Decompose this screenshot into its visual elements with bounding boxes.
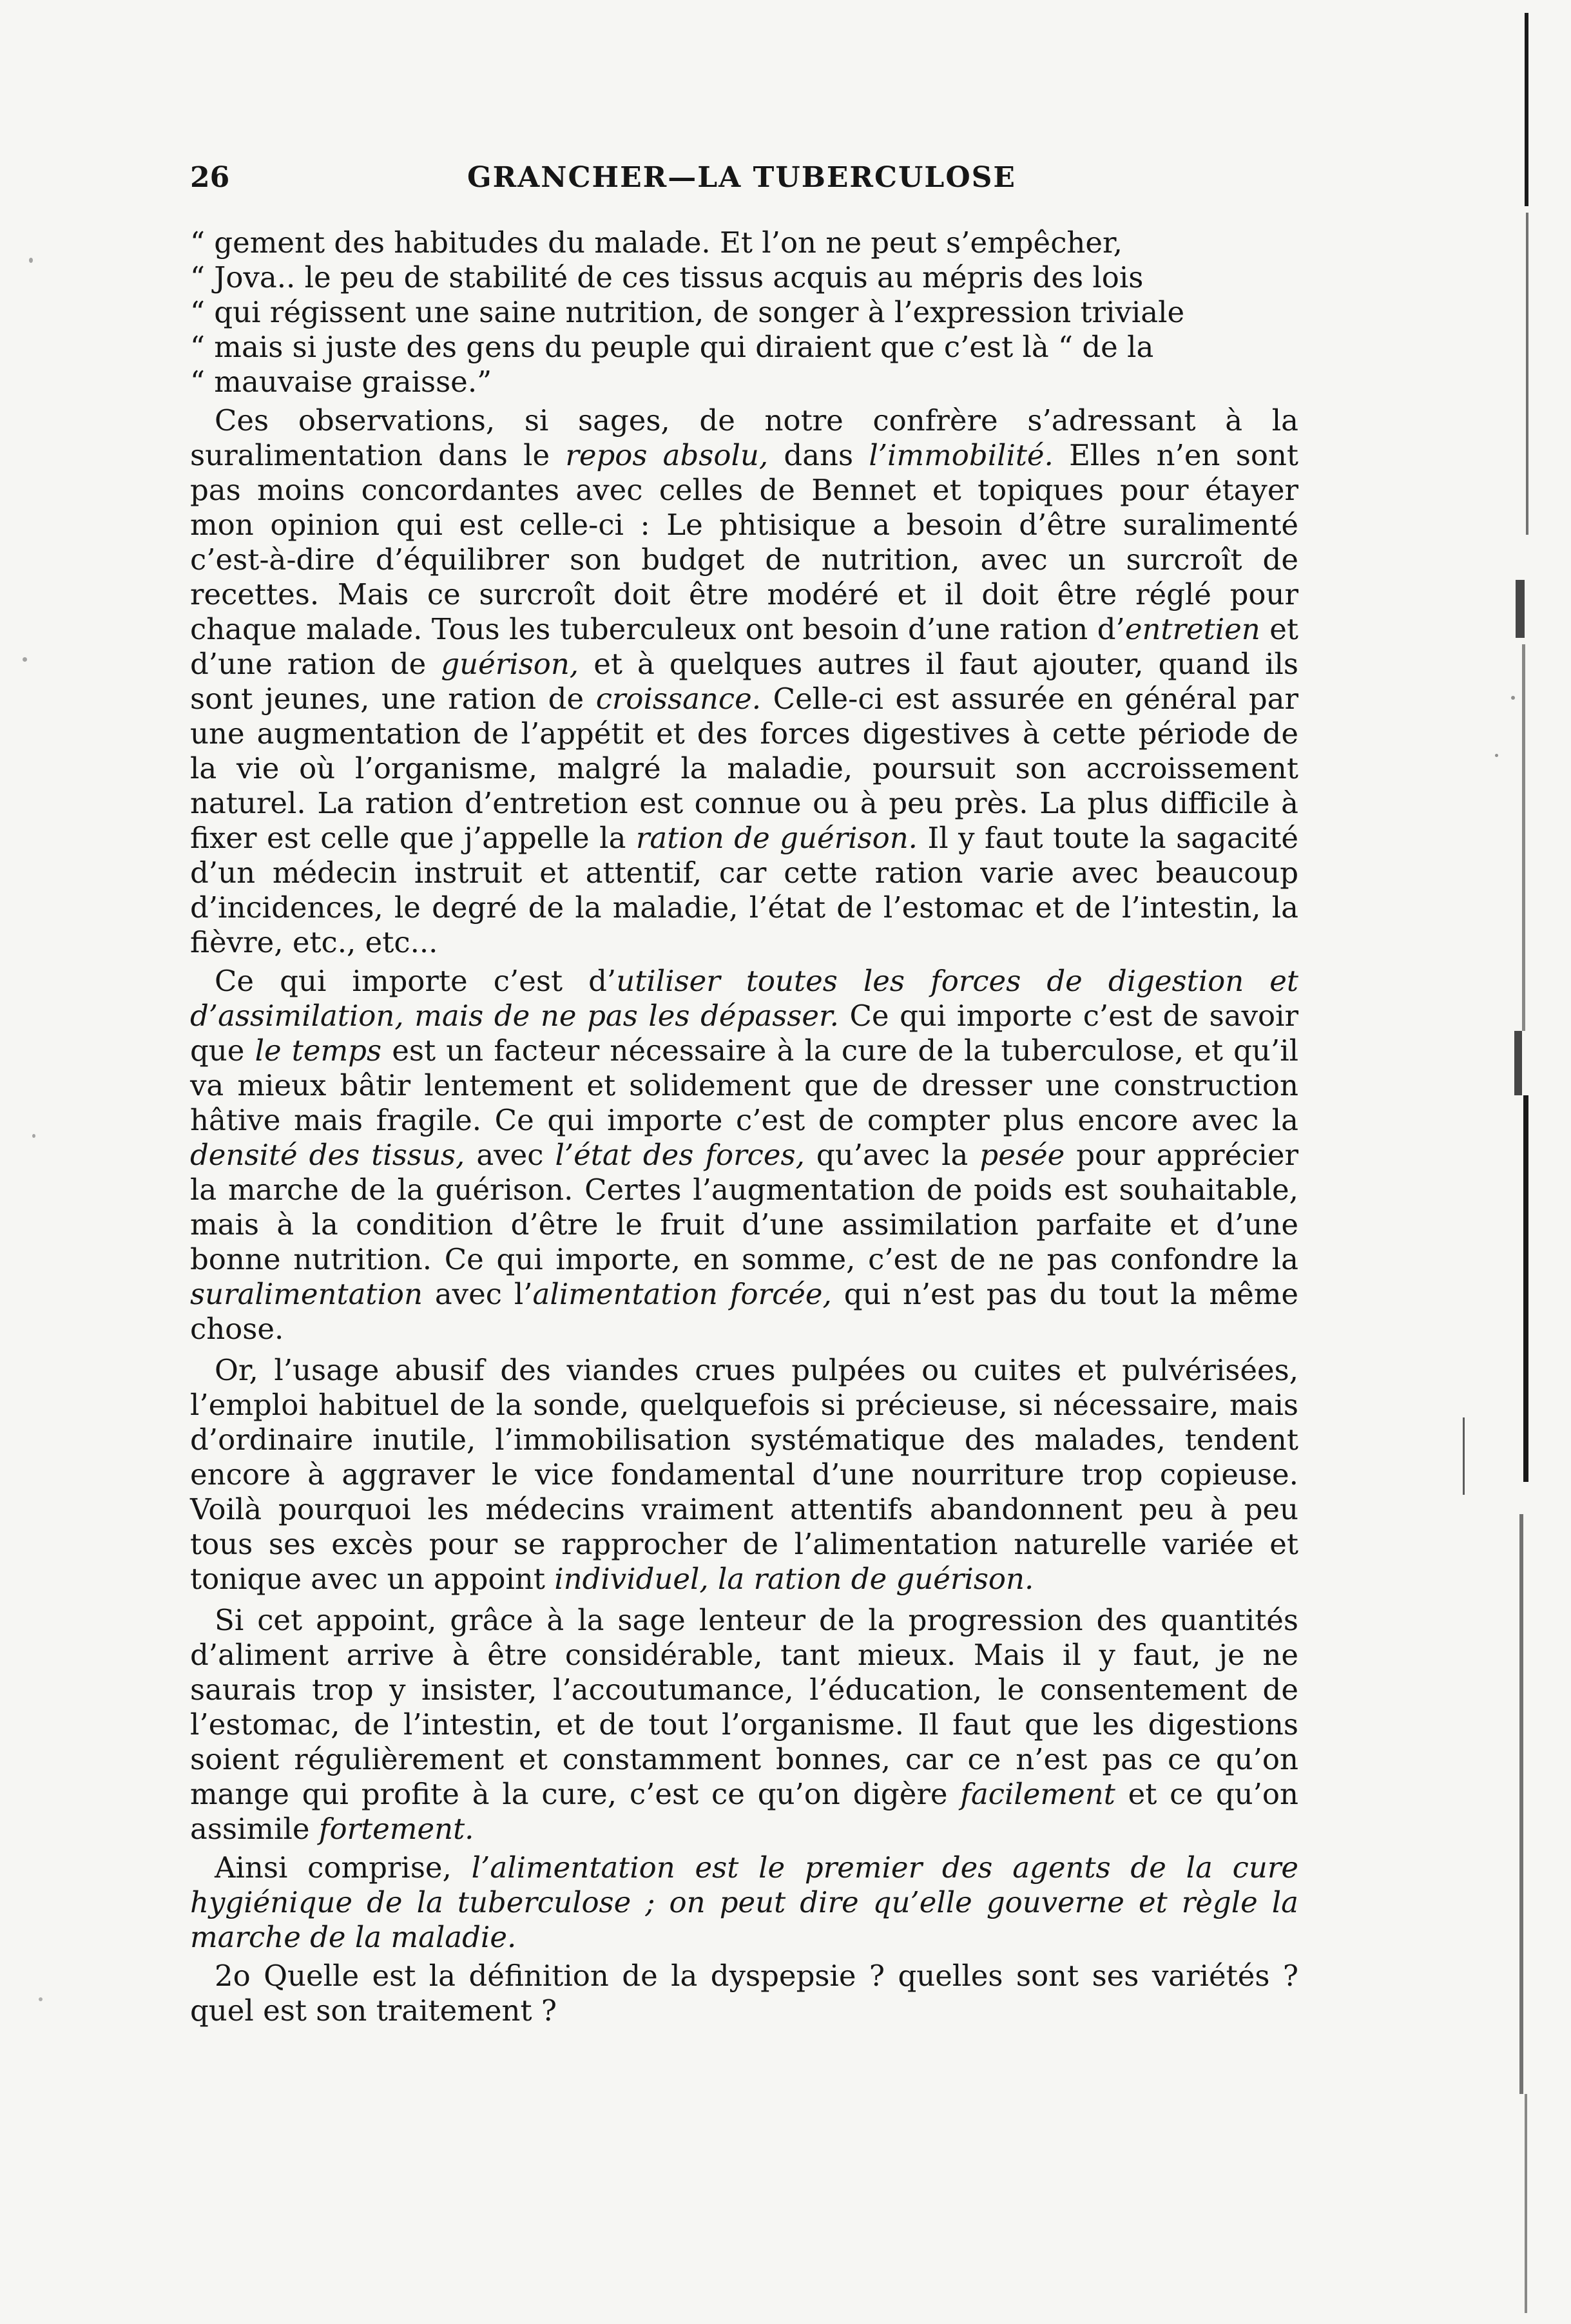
- scan-edge-mark: [1514, 1031, 1522, 1095]
- text-run: avec: [465, 1138, 555, 1172]
- italic-run: l’état des forces,: [555, 1138, 805, 1172]
- page-number: 26: [190, 161, 230, 194]
- italic-run: croissance.: [595, 682, 762, 716]
- text-run: et d’une ration de: [190, 612, 1298, 681]
- scan-speck: [1511, 696, 1515, 700]
- page-header: [190, 161, 1298, 206]
- text-run: 2o Quelle est la définition de la dyspepsie ? quelles sont ses variétés ? quel est son traitement ?: [190, 1959, 1298, 2028]
- italic-run: densité des tissus,: [190, 1138, 465, 1172]
- scan-speck: [29, 258, 33, 263]
- italic-run: repos absolu,: [565, 438, 769, 472]
- scan-edge-mark: [1523, 1095, 1528, 1482]
- italic-run: utiliser toutes les forces de digestion et d’assimilation, mais de ne pas les dépasser.: [190, 964, 1299, 1033]
- italic-run: suralimentation: [190, 1277, 423, 1311]
- text-run: Il y faut toute la sagacité d’un médecin instruit et attentif, car cette ration varie avec beaucoup d’incidences, le degré de la maladie, l’état de l’estomac et de l’intestin, la fièvre, etc., etc...: [190, 821, 1298, 959]
- italic-run: individuel, la ration de guérison.: [554, 1562, 1034, 1596]
- text-run: dans: [768, 438, 869, 472]
- italic-run: facilement: [960, 1777, 1115, 1811]
- text-run: Ces observations, si sages, de notre confrère s’adressant à la suralimentation dans le: [190, 403, 1298, 472]
- scan-edge-mark: [1519, 1514, 1523, 2094]
- italic-run: guérison,: [441, 647, 579, 681]
- scan-speck: [1495, 754, 1498, 757]
- scan-speck: [32, 1134, 35, 1138]
- text-run: pour apprécier la marche de la guérison. Certes l’augmentation de poids est souhaitable, mais à la condition d’être le fruit d’une assimilation parfaite et d’une bonne nutrition. Ce qui importe, en somme, c’est de ne pas confondre la: [190, 1138, 1299, 1276]
- quote-line: “ Jova.. le peu de stabilité de ces tissus acquis au mépris des lois: [190, 260, 1144, 294]
- italic-run: pesée: [979, 1138, 1065, 1172]
- text-run: avec l’: [422, 1277, 533, 1311]
- text-run: Celle-ci est assurée en général par une augmentation de l’appétit et des forces digestives à cette période de la vie où l’organisme, malgré la maladie, poursuit son accroissement naturel. La ration d’entretion est connue ou à peu près. La plus difficile à fixer est celle que j’appelle la: [190, 682, 1298, 855]
- quote-line: “ qui régissent une saine nutrition, de songer à l’expression triviale: [190, 295, 1185, 329]
- text-run: qui n’est pas du tout la même chose.: [190, 1277, 1298, 1346]
- scan-edge-mark: [1522, 644, 1525, 1031]
- scan-edge-mark: [1516, 580, 1525, 638]
- italic-run: alimentation forcée,: [532, 1277, 832, 1311]
- quote-line: “ mauvaise graisse.”: [190, 365, 492, 399]
- scan-speck: [23, 657, 27, 662]
- quoted-passage: [190, 226, 1298, 399]
- italic-run: l’alimentation est le premier des agents de la cure hygiénique de la tuberculose ; on peut dire qu’elle gouverne et règle la marche de la maladie.: [190, 1850, 1298, 1954]
- scan-edge-mark: [1525, 13, 1528, 206]
- text-run: Elles n’en sont pas moins concordantes avec celles de Bennet et topiques pour étayer mon opinion qui est celle-ci : Le phtisique a besoin d’être suralimenté c’est-à-dire d’équilibrer son budget de nutrition, avec un surcroît de recettes. Mais ce surcroît doit être modéré et il doit être réglé pour chaque malade. Tous les tuberculeux ont besoin d’une ration d’: [190, 438, 1299, 646]
- text-run: Ce qui importe c’est d’: [215, 964, 617, 998]
- running-title: GRANCHER—LA TUBERCULOSE: [467, 161, 1016, 194]
- italic-run: le temps: [255, 1033, 382, 1068]
- text-run: Or, l’usage abusif des viandes crues pulpées ou cuites et pulvérisées, l’emploi habituel de la sonde, quelquefois si précieuse, si nécessaire, mais d’ordinaire inutile, l’immobilisation systématique des malades, tendent encore à aggraver le vice fondamental d’une nourriture trop copieuse. Voilà pourquoi les médecins vraiment attentifs abandonnent peu à peu tous ses excès pour se rapprocher de l’alimentation naturelle variée et tonique avec un appoint: [190, 1353, 1298, 1596]
- text-run: Si cet appoint, grâce à la sage lenteur de la progression des quantités d’aliment arrive à être considérable, tant mieux. Mais il y faut, je ne saurais trop y insister, l’accoutumance, l’éducation, le consentement de l’estomac, de l’intestin, et de tout l’organisme. Il faut que les digestions soient régulièrement et constamment bonnes, car ce n’est pas ce qu’on mange qui profite à la cure, c’est ce qu’on digère: [190, 1603, 1298, 1811]
- italic-run: entretien: [1124, 612, 1260, 646]
- text-run: Ainsi comprise,: [215, 1850, 472, 1885]
- text-run: et ce qu’on assimile: [190, 1777, 1298, 1846]
- text-run: qu’avec la: [804, 1138, 980, 1172]
- scan-edge-mark: [1463, 1417, 1465, 1495]
- quote-line: “ mais si juste des gens du peuple qui diraient que c’est là “ de la: [190, 330, 1154, 364]
- paragraph-progression: [190, 1603, 1298, 1847]
- paragraph-conclusion: [190, 1850, 1298, 1955]
- italic-run: l’immobilité.: [869, 438, 1054, 472]
- text-run: et à quelques autres il faut ajouter, quand ils sont jeunes, une ration de: [190, 647, 1298, 716]
- paragraph-rations: [190, 403, 1298, 960]
- italic-run: fortement.: [318, 1812, 474, 1846]
- scan-edge-mark: [1526, 213, 1528, 535]
- scan-edge-mark: [1525, 2094, 1527, 2313]
- paragraph-question: [190, 1959, 1298, 2028]
- quote-line: “ gement des habitudes du malade. Et l’on ne peut s’empêcher,: [190, 226, 1123, 260]
- body-text: [190, 226, 1298, 2032]
- italic-run: ration de guérison.: [635, 821, 918, 855]
- scan-speck: [39, 1997, 43, 2001]
- text-run: Ce qui importe c’est de savoir que: [190, 999, 1298, 1068]
- text-run: est un facteur nécessaire à la cure de la tuberculose, et qu’il va mieux bâtir lentement et solidement que de dresser une construction hâtive mais fragile. Ce qui importe c’est de compter plus encore avec la: [190, 1033, 1298, 1137]
- paragraph-importance: [190, 964, 1298, 1347]
- paragraph-abuses: [190, 1353, 1298, 1597]
